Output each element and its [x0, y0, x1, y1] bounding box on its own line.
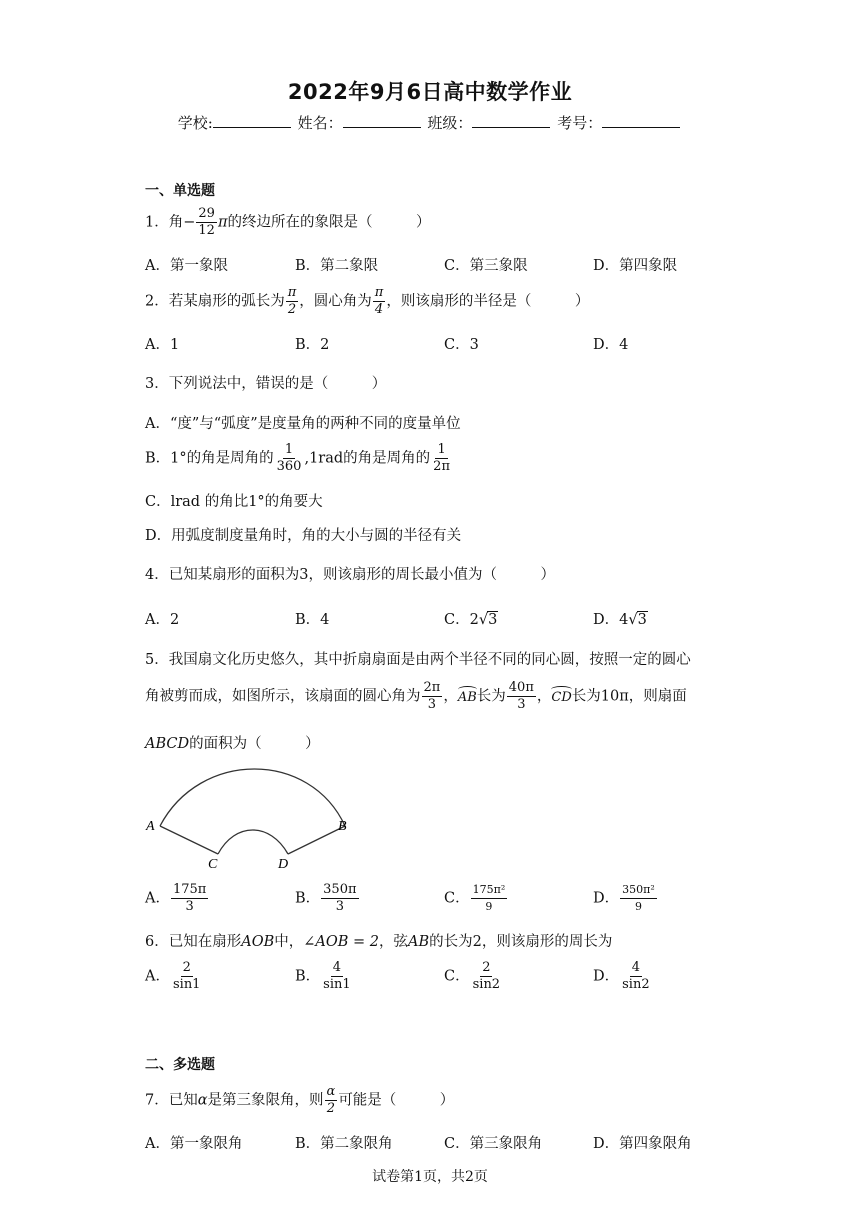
question-5-line-1: 5．我国扇文化历史悠久，其中折扇扇面是由两个半径不同的同心圆，按照一定的圆心 — [145, 652, 691, 668]
class-label: 班级： — [427, 114, 473, 132]
q2-fraction-2 — [373, 285, 386, 318]
q3-b-den2: 2π — [433, 459, 450, 474]
q5-b-fraction — [321, 882, 358, 915]
q5-b-label: B． — [295, 890, 321, 907]
question-6 — [145, 930, 612, 951]
q1-fraction — [196, 206, 217, 239]
q7-den: 2 — [326, 1101, 336, 1116]
q6-c-label: C． — [444, 968, 470, 985]
label-a: A — [146, 819, 155, 834]
q6-d-num: 4 — [631, 960, 641, 975]
q5-angle-num: 2π — [423, 680, 441, 695]
q5-angle-fraction — [422, 680, 443, 713]
outer-arc — [160, 769, 345, 826]
q6-a-fraction — [171, 960, 202, 993]
q5-ab-den: 3 — [517, 697, 526, 712]
question-5-line-3 — [145, 732, 320, 753]
q1-minus: − — [183, 214, 196, 231]
question-2 — [145, 285, 589, 318]
q2-option-a[interactable]: A．1 — [145, 337, 180, 353]
q2-f1-num: π — [287, 285, 297, 300]
q1-option-a[interactable]: A．第一象限 — [145, 258, 228, 274]
q5-option-a[interactable] — [145, 882, 209, 915]
q3-option-c[interactable]: C．lrad 的角比1°的角要大 — [145, 494, 323, 510]
q7-option-a[interactable]: A．第一象限角 — [145, 1136, 243, 1152]
q5-a-den: 3 — [185, 899, 194, 914]
q5-pre: 角被剪而成，如图所示，该扇面的圆心角为 — [145, 688, 421, 705]
q5-a-num: 175π — [172, 882, 207, 897]
q5-c-fraction — [471, 882, 508, 915]
q5-c-label: C． — [444, 890, 470, 907]
q4-option-a[interactable]: A．2 — [145, 612, 180, 628]
q6-d-fraction — [620, 960, 651, 993]
q5-b-den: 3 — [335, 899, 344, 914]
q3-option-a[interactable]: A．“度”与“弧度”是度量角的两种不同的度量单位 — [145, 416, 461, 432]
q5-d-label: D． — [593, 890, 620, 907]
q5-angle-den: 3 — [427, 697, 437, 712]
q3-b-den1: 360 — [276, 459, 302, 474]
q6-d-label: D． — [593, 968, 620, 985]
q6-option-d[interactable] — [593, 960, 653, 993]
page-footer: 试卷第1页，共2页 — [372, 1169, 488, 1185]
question-7 — [145, 1084, 454, 1117]
q6-a-label: A． — [145, 968, 170, 985]
q6-a-den: sin1 — [172, 977, 201, 992]
q5-abcd: ABCD — [145, 736, 190, 752]
class-blank[interactable] — [472, 113, 550, 128]
q5-ab-text: 长为 — [476, 688, 506, 705]
fan-figure — [140, 760, 360, 880]
q6-a-num: 2 — [182, 960, 191, 975]
q4-option-c[interactable]: C．2√3 — [444, 612, 498, 628]
q6-option-c[interactable] — [444, 960, 503, 993]
q5-ab-fraction — [507, 680, 536, 713]
q6-mid2: ，弦 — [379, 934, 409, 950]
edge-ac — [160, 826, 218, 854]
q1-pre: 1．角 — [145, 214, 184, 231]
q1-num: 29 — [198, 206, 215, 221]
q1-post: 的终边所在的象限是（ ） — [227, 214, 431, 231]
q3-b-mid: ,1rad的角是周角的 — [304, 450, 431, 467]
q6-option-b[interactable] — [295, 960, 354, 993]
q6-c-fraction — [471, 960, 502, 993]
q5-a-label: A． — [145, 890, 170, 907]
q1-den: 12 — [198, 223, 215, 238]
name-blank[interactable] — [343, 113, 421, 128]
q4-d-pre: D．4 — [593, 612, 629, 628]
q5-option-c[interactable] — [444, 882, 508, 915]
q3-option-d[interactable]: D．用弧度制度量角时，角的大小与圆的半径有关 — [145, 528, 462, 544]
q2-option-c[interactable]: C．3 — [444, 337, 479, 353]
q6-b-den: sin1 — [323, 977, 351, 992]
q7-alpha: α — [197, 1092, 208, 1109]
question-5-line-2: 角被剪而成，如图所示，该扇面的圆心角为 $\frac{2\pi}{3}$ ，AB长为 $\frac{40\pi}{3}$ ，CD长为10π，则扇面 — [145, 680, 687, 712]
q2-option-b[interactable]: B．2 — [295, 337, 330, 353]
q5-d-fraction — [620, 882, 657, 915]
exam-no-label: 考号： — [557, 114, 603, 132]
q2-post: ，则该扇形的半径是（ ） — [386, 293, 590, 310]
q5-option-b[interactable] — [295, 882, 360, 915]
q5-c-den: 9 — [485, 900, 493, 913]
q1-option-d[interactable]: D．第四象限 — [593, 258, 678, 274]
q7-pre: 7．已知 — [145, 1092, 198, 1109]
q6-angle: ∠AOB = 2 — [303, 934, 380, 950]
q2-f1-den: 2 — [287, 302, 297, 317]
q4-c-pre: C．2 — [444, 612, 479, 628]
q4-option-d[interactable]: D．4√3 — [593, 612, 647, 628]
q6-b-label: B． — [295, 968, 321, 985]
q6-b-num: 4 — [332, 960, 342, 975]
school-label: 学校: — [177, 114, 213, 132]
q1-option-c[interactable]: C．第三象限 — [444, 258, 528, 274]
label-c: C — [208, 857, 218, 872]
q7-num: α — [326, 1084, 336, 1099]
question-4: 4．已知某扇形的面积为3，则该扇形的周长最小值为（ ） — [145, 567, 555, 583]
question-3: 3．下列说法中，错误的是（ ） — [145, 376, 387, 392]
q3-b-fraction-1 — [275, 442, 304, 475]
inner-arc — [218, 830, 288, 854]
q6-c-num: 2 — [482, 960, 491, 975]
q5-option-d[interactable] — [593, 882, 658, 915]
q4-d-radicand: 3 — [637, 612, 647, 628]
q1-pi: π — [217, 214, 228, 231]
q7-option-b[interactable]: B．第二象限角 — [295, 1136, 393, 1152]
q2-f2-den: 4 — [374, 302, 384, 317]
question-1 — [145, 206, 430, 239]
q6-ab: AB — [408, 934, 430, 950]
label-b: B — [338, 819, 347, 834]
q5-d-den: 9 — [634, 900, 642, 913]
section-title-single-choice: 一、单选题 — [145, 183, 215, 199]
q7-post: 可能是（ ） — [338, 1092, 455, 1109]
q3-b-fraction-2 — [431, 442, 452, 475]
q2-fraction-1 — [286, 285, 299, 318]
q5-cd-text: 长为10π，则扇面 — [571, 688, 687, 705]
q5-b-num: 350π — [323, 882, 357, 897]
q7-fraction — [325, 1084, 338, 1117]
q2-option-d[interactable]: D．4 — [593, 337, 629, 353]
q5-arc-ab: AB — [458, 687, 477, 705]
student-info-line — [0, 112, 860, 133]
label-d: D — [278, 857, 289, 872]
q6-b-fraction — [321, 960, 352, 993]
q5-c-num: 175π² — [471, 882, 508, 899]
q6-option-a[interactable] — [145, 960, 203, 993]
exam-no-blank[interactable] — [602, 113, 680, 128]
q5-a-fraction — [171, 882, 208, 915]
q6-c-den: sin2 — [472, 977, 501, 992]
q3-b-pre: B．1°的角是周角的 — [145, 450, 274, 467]
edge-bd — [288, 826, 345, 854]
q6-post: 的长为2，则该扇形的周长为 — [429, 934, 613, 950]
q5-d-num: 350π² — [620, 882, 657, 899]
q5-arc-cd: CD — [551, 687, 571, 705]
school-blank[interactable] — [213, 113, 291, 128]
q7-option-d[interactable]: D．第四象限角 — [593, 1136, 692, 1152]
q7-mid: 是第三象限角，则 — [207, 1092, 324, 1109]
q2-mid: ，圆心角为 — [299, 293, 372, 310]
q3-b-num1: 1 — [284, 442, 294, 457]
q3-b-num2: 1 — [437, 442, 446, 457]
q4-c-radicand: 3 — [488, 612, 498, 628]
q7-option-c[interactable]: C．第三象限角 — [444, 1136, 543, 1152]
q1-option-b[interactable]: B．第二象限 — [295, 258, 379, 274]
page-title: 2022年9月6日高中数学作业 — [287, 80, 573, 104]
q6-d-den: sin2 — [622, 977, 650, 992]
q5-post: 的面积为（ ） — [189, 736, 320, 752]
q4-option-b[interactable]: B．4 — [295, 612, 330, 628]
q5-ab-num: 40π — [508, 680, 534, 695]
q6-pre: 6．已知在扇形 — [145, 934, 242, 950]
q2-pre: 2．若某扇形的弧长为 — [145, 293, 285, 310]
section-title-multi-choice: 二、多选题 — [145, 1057, 215, 1073]
q6-mid: 中， — [274, 934, 304, 950]
q2-f2-num: π — [374, 285, 384, 300]
q3-option-b[interactable] — [145, 442, 453, 475]
q6-aob: AOB — [241, 934, 275, 950]
name-label: 姓名： — [297, 114, 343, 132]
